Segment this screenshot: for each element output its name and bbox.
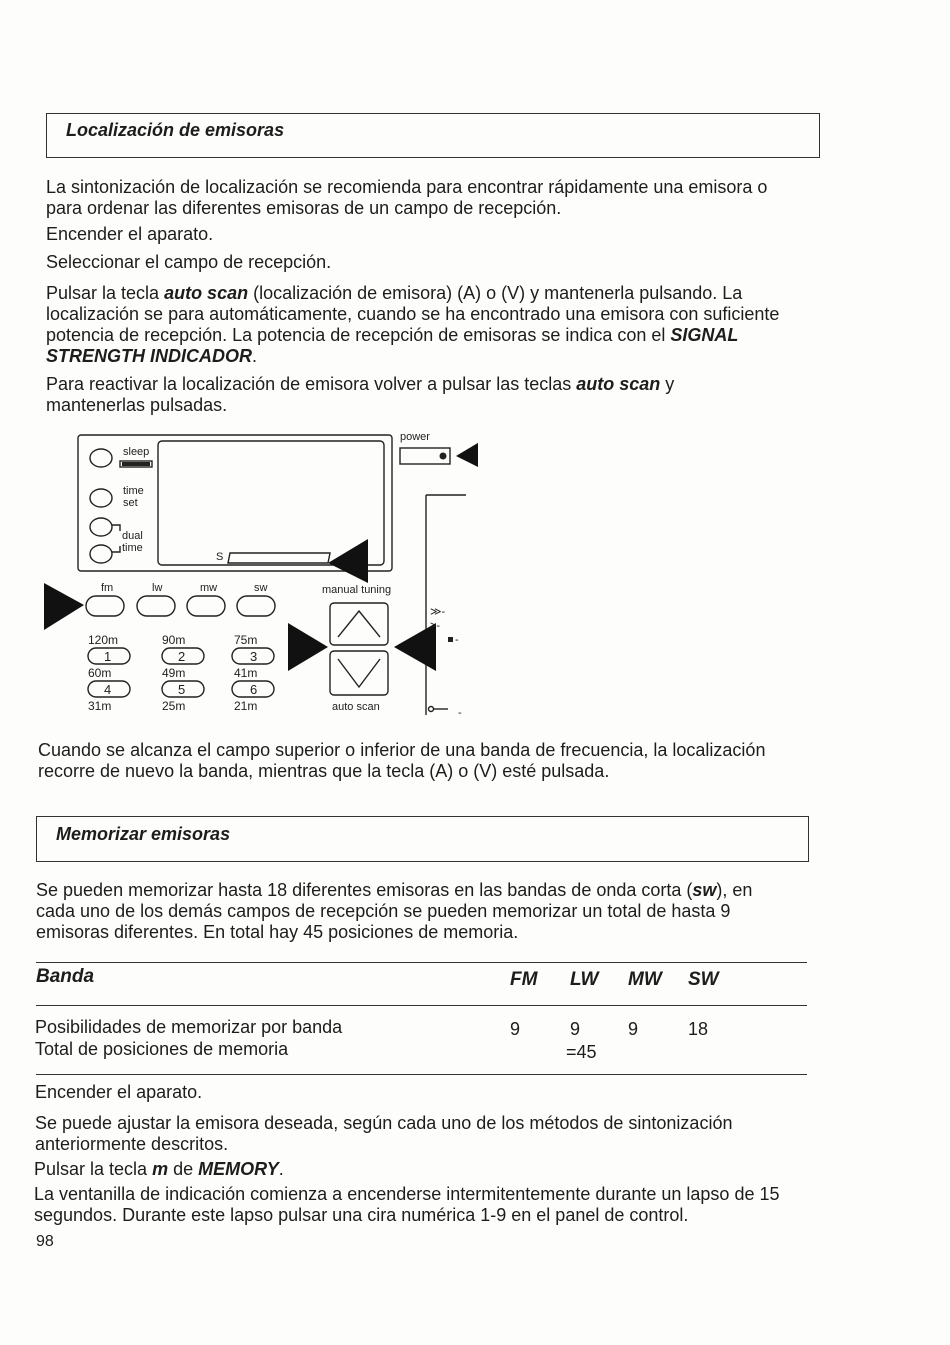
forward-symbol: >- (430, 620, 441, 632)
table-header-lw: LW (570, 969, 599, 990)
table-row2-label: Total de posiciones de memoria (35, 1039, 289, 1059)
paragraph-encender: Encender el aparato. (46, 224, 214, 244)
lw-label: lw (152, 582, 163, 594)
auto-scan-key-2: auto scan (576, 374, 661, 394)
preset-2-num: 2 (178, 649, 186, 664)
sleep-label: sleep (123, 446, 150, 458)
paragraph-ventanilla: La ventanilla de indicación comienza a encenderse intermitentemente durante un lapso de 15 segundos. Durante este lapso pulsar una cira numérica 1-9 en el panel de control. (34, 1184, 780, 1225)
table-header-banda: Banda (36, 966, 95, 987)
paragraph-reactivar: Para reactivar la localización de emisora volver a pulsar las teclas auto scan y mantenerlas pulsadas. (46, 374, 675, 415)
paragraph-banda-limite: Cuando se alcanza el campo superior o inferior de una banda de frecuencia, la localización recorre de nuevo la banda, mientras que la tecla (A) o (V) esté pulsada. (38, 740, 766, 781)
sw-key: sw (692, 880, 717, 900)
table-row2-total: =45 (566, 1042, 597, 1062)
section-title-localizacion: Localización de emisoras (66, 120, 285, 140)
paragraph-seleccionar: Seleccionar el campo de recepción. (46, 252, 332, 272)
preset-1-num: 1 (104, 649, 112, 664)
paragraph-ajustar: Se puede ajustar la emisora deseada, según cada uno de los métodos de sintonización anteriormente descritos. (35, 1113, 733, 1154)
table-row1-fm: 9 (510, 1019, 521, 1039)
preset-3-bottom: 41m (234, 666, 258, 680)
fm-button[interactable] (86, 596, 124, 616)
page-number: 98 (36, 1233, 54, 1250)
preset-4-bottom: 31m (88, 699, 112, 713)
tuning-down-button[interactable] (330, 651, 388, 695)
table-row1-lw: 9 (570, 1019, 581, 1039)
sw-label: sw (254, 582, 268, 594)
preset-1-top: 120m (88, 633, 119, 647)
table-row1-mw: 9 (628, 1019, 639, 1039)
preset-4-num: 4 (104, 682, 112, 697)
power-label: power (400, 431, 430, 443)
display-window (158, 441, 384, 565)
fast-forward-symbol: ≫- (430, 606, 446, 618)
m-key: m (152, 1159, 169, 1179)
auto-scan-key: auto scan (164, 283, 249, 303)
signal-strength-bar (228, 553, 330, 563)
preset-6-bottom: 21m (234, 699, 258, 713)
time-set-button[interactable] (90, 489, 112, 507)
preset-3-top: 75m (234, 633, 258, 647)
dual-time-label: time (122, 542, 143, 554)
dual-label: dual (122, 530, 143, 542)
table-header-rule (36, 1005, 807, 1006)
preset-5-bottom: 25m (162, 699, 186, 713)
auto-scan-label: auto scan (332, 701, 380, 713)
preset-2-top: 90m (162, 633, 186, 647)
table-header-mw: MW (628, 969, 662, 990)
paragraph-memorizar-intro: Se pueden memorizar hasta 18 diferentes emisoras en las bandas de onda corta (sw), en cada uno de los demás campos de recepción se pueden memorizar un total de hasta 9 emisoras diferentes. En total hay 45 posiciones de memoria. (36, 880, 753, 942)
preset-5-num: 5 (178, 682, 186, 697)
arrow-tuning-left (288, 623, 328, 671)
sw-button[interactable] (237, 596, 275, 616)
table-row1-label: Posibilidades de memorizar por banda (35, 1017, 343, 1037)
section-title-memorizar: Memorizar emisoras (56, 824, 231, 844)
svg-text:-: - (455, 634, 459, 646)
dual-time-button[interactable] (90, 518, 112, 536)
lw-button[interactable] (137, 596, 175, 616)
power-indicator (440, 453, 447, 460)
time-label: time (123, 485, 144, 497)
sleep-button[interactable] (90, 449, 112, 467)
memory-key: MEMORY (198, 1159, 279, 1179)
table-header-fm: FM (510, 969, 538, 990)
arrow-fm (44, 583, 84, 630)
arrow-signal (328, 539, 368, 583)
paragraph-intro: La sintonización de localización se recomienda para encontrar rápidamente una emisora o para ordenar las diferentes emisoras de un campo de recepción. (46, 177, 768, 218)
set-label: set (123, 497, 138, 509)
table-header-sw: SW (688, 969, 719, 990)
arrow-power (456, 431, 478, 477)
svg-text:-: - (458, 707, 462, 719)
tuning-up-button[interactable] (330, 603, 388, 645)
fm-label: fm (101, 582, 114, 594)
table-top-rule (36, 962, 807, 963)
radio-panel-diagram (38, 425, 478, 720)
preset-3-num: 3 (250, 649, 258, 664)
preset-6-num: 6 (250, 682, 258, 697)
dual-time-button-2[interactable] (90, 545, 112, 563)
paragraph-encender-2: Encender el aparato. (35, 1082, 203, 1102)
preset-2-bottom: 49m (162, 666, 186, 680)
paragraph-pulsar-m: Pulsar la tecla m de MEMORY. (34, 1159, 284, 1179)
signal-strength-indicador: SIGNAL STRENGTH INDICADOR (46, 325, 739, 366)
mw-label: mw (200, 582, 218, 594)
table-bottom-rule (36, 1074, 807, 1075)
mw-button[interactable] (187, 596, 225, 616)
preset-1-bottom: 60m (88, 666, 112, 680)
paragraph-auto-scan: Pulsar la tecla auto scan (localización de emisora) (A) o (V) y mantenerla pulsando. La localización se para automáticamente, cuando se ha encontrado una emisora con suficiente potencia de recepción. La potencia de recepción de emisoras se indica con el SIGNAL STRENGTH INDICADOR. (46, 283, 780, 366)
signal-s-label: S (216, 551, 224, 563)
table-row1-sw: 18 (688, 1019, 709, 1039)
manual-tuning-label: manual tuning (322, 584, 392, 596)
stop-symbol (448, 637, 453, 642)
